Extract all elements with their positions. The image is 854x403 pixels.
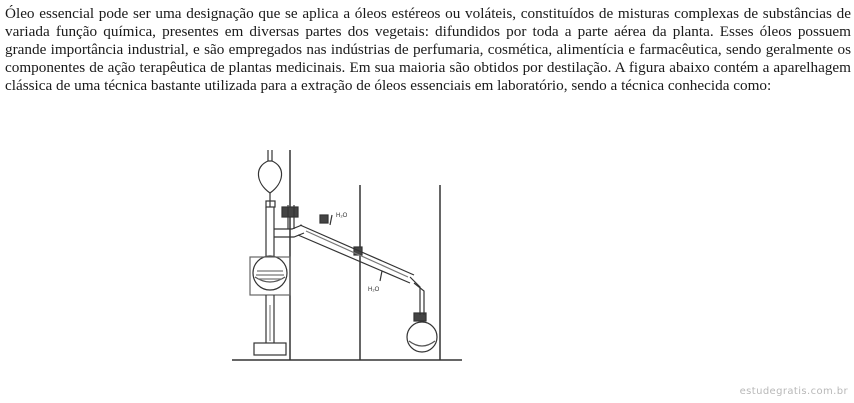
water-label-bottom: H₂O (368, 287, 380, 293)
watermark: estudegratis.com.br (739, 386, 848, 397)
condenser-outer-top (300, 225, 414, 275)
question-text: Óleo essencial pode ser uma designação que se aplica a óleos estéreos ou voláteis, constituídos de misturas complexas de substâncias de variada função química, presentes em diversas partes dos vegetais: difundidos por toda a parte aérea da planta. Esses óleos possuem grande importância industrial, e são empregados nas indústrias de perfumaria, cosmética, alimentícia e farmacêutica, sendo geralmente os componentes de ação terapêutica de plantas medicinais. Em sua maioria são obtidos por destilação. A figura abaixo contém a aparelhagem clássica de uma técnica bastante utilizada para a extração de óleos essenciais em laboratório, sendo a técnica conhecida como: (5, 5, 851, 95)
clamp-condenser-left (320, 215, 328, 223)
condenser-outer-bottom (298, 235, 410, 283)
distillation-apparatus-figure (232, 145, 462, 365)
water-label-top: H₂O (336, 213, 348, 219)
clamp-top (282, 207, 298, 217)
burner-base (254, 343, 286, 355)
condenser-inner (306, 231, 408, 277)
receiving-flask (407, 322, 437, 352)
receiver-adapter (410, 277, 420, 315)
boiling-flask (253, 256, 287, 290)
separatory-funnel (258, 161, 281, 193)
